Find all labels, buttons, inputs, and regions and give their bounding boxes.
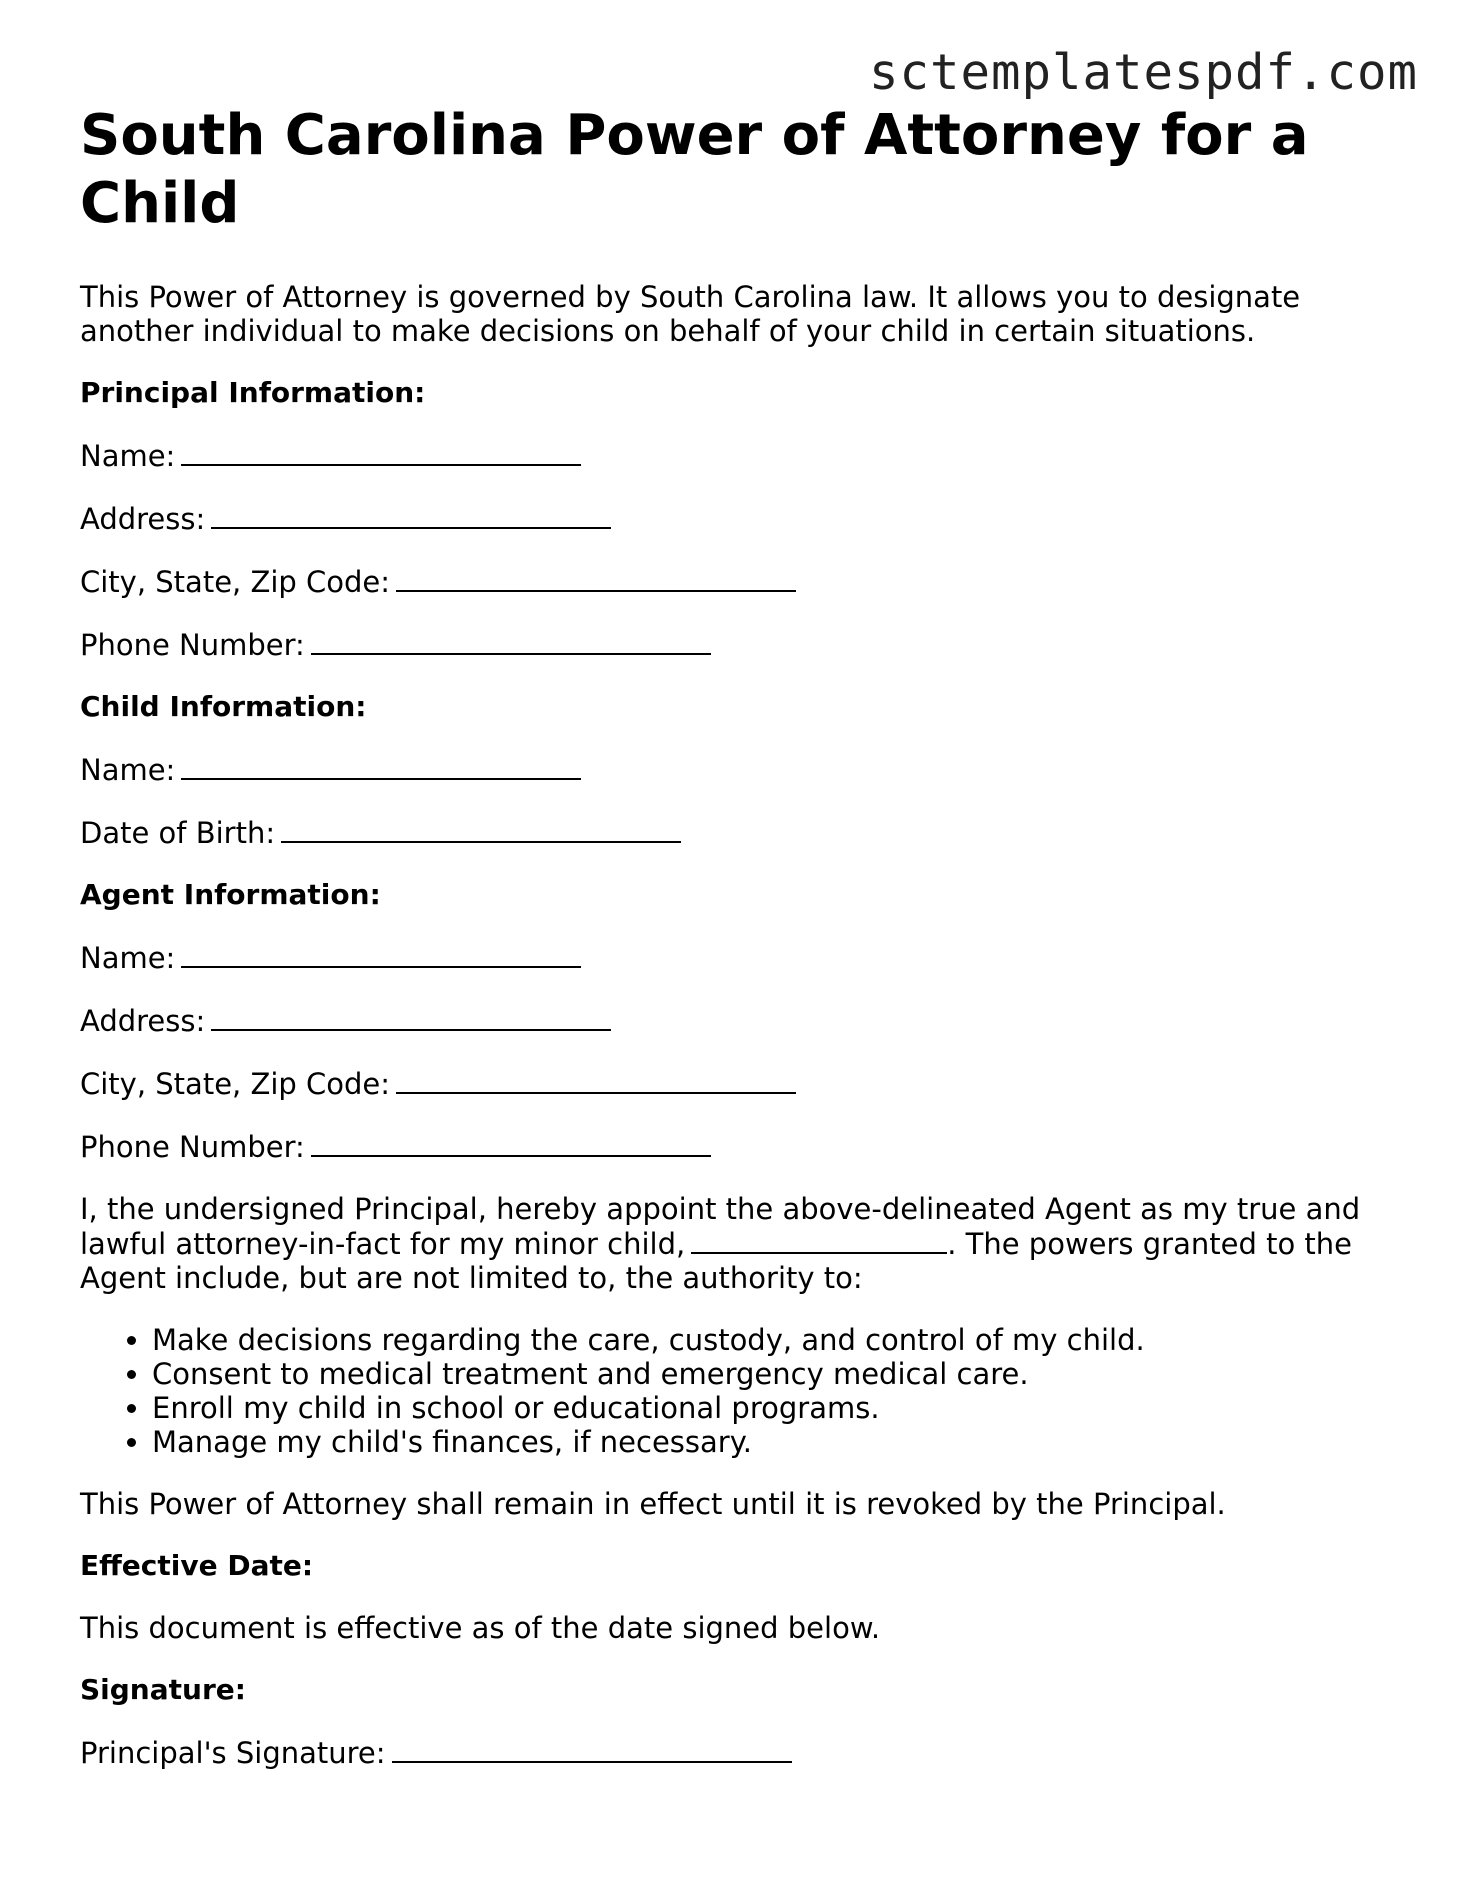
agent-name-blank[interactable] bbox=[181, 940, 581, 968]
child-dob-label: Date of Birth: bbox=[80, 816, 276, 850]
principal-address-blank[interactable] bbox=[211, 501, 611, 529]
appointment-text-before: I, the undersigned Principal, hereby appoint the above-delineated Agent as my true and lawful attorney-in-fact for my minor child, bbox=[80, 1192, 1361, 1261]
appointment-paragraph bbox=[80, 1192, 1400, 1295]
agent-name-field bbox=[80, 940, 1400, 975]
principal-heading: Principal Information: bbox=[80, 376, 426, 409]
principal-city-field bbox=[80, 564, 1400, 599]
effective-date-text: This document is effective as of the date signed below. bbox=[80, 1611, 881, 1645]
intro-paragraph: This Power of Attorney is governed by South Carolina law. It allows you to designate another individual to make decisions on behalf of your child in certain situations. bbox=[80, 280, 1301, 348]
agent-phone-label: Phone Number: bbox=[80, 1130, 305, 1164]
appointment-text-after: . The powers granted to the Agent include, but are not limited to, the authority to: bbox=[80, 1227, 1352, 1295]
principal-name-label: Name: bbox=[80, 439, 176, 473]
agent-city-blank[interactable] bbox=[396, 1066, 796, 1094]
child-heading: Child Information: bbox=[80, 690, 367, 723]
agent-city-field bbox=[80, 1066, 1400, 1101]
agent-address-field bbox=[80, 1003, 1400, 1038]
duration-paragraph: This Power of Attorney shall remain in effect until it is revoked by the Principal. bbox=[80, 1487, 1226, 1521]
child-name-label: Name: bbox=[80, 753, 176, 787]
document-page bbox=[80, 102, 1400, 1770]
powers-list bbox=[80, 1323, 1400, 1459]
agent-phone-blank[interactable] bbox=[311, 1129, 711, 1157]
list-item: • Enroll my child in school or educational programs. bbox=[152, 1391, 1400, 1425]
principal-address-label: Address: bbox=[80, 502, 206, 536]
agent-name-label: Name: bbox=[80, 941, 176, 975]
agent-phone-field bbox=[80, 1129, 1400, 1164]
effective-date-heading: Effective Date: bbox=[80, 1549, 314, 1582]
child-dob-blank[interactable] bbox=[281, 815, 681, 843]
principal-phone-blank[interactable] bbox=[311, 627, 711, 655]
list-item: • Manage my child's finances, if necessary. bbox=[152, 1425, 1400, 1459]
principal-signature-field bbox=[80, 1735, 1400, 1770]
minor-child-blank[interactable] bbox=[691, 1226, 947, 1254]
agent-address-blank[interactable] bbox=[211, 1003, 611, 1031]
agent-city-label: City, State, Zip Code: bbox=[80, 1067, 391, 1101]
agent-heading: Agent Information: bbox=[80, 878, 381, 911]
principal-phone-label: Phone Number: bbox=[80, 628, 305, 662]
principal-name-field bbox=[80, 438, 1400, 473]
child-name-field bbox=[80, 752, 1400, 787]
child-dob-field bbox=[80, 815, 1400, 850]
page-title: South Carolina Power of Attorney for a Child bbox=[80, 103, 1309, 236]
principal-phone-field bbox=[80, 627, 1400, 662]
list-item: • Consent to medical treatment and emergency medical care. bbox=[152, 1357, 1400, 1391]
principal-city-blank[interactable] bbox=[396, 564, 796, 592]
principal-name-blank[interactable] bbox=[181, 438, 581, 466]
child-name-blank[interactable] bbox=[181, 752, 581, 780]
principal-address-field bbox=[80, 501, 1400, 536]
list-item: • Make decisions regarding the care, custody, and control of my child. bbox=[152, 1323, 1400, 1357]
signature-heading: Signature: bbox=[80, 1673, 246, 1706]
principal-city-label: City, State, Zip Code: bbox=[80, 565, 391, 599]
agent-address-label: Address: bbox=[80, 1004, 206, 1038]
site-watermark: sctemplatespdf.com bbox=[868, 44, 1418, 101]
principal-signature-blank[interactable] bbox=[392, 1735, 792, 1763]
principal-signature-label: Principal's Signature: bbox=[80, 1736, 386, 1770]
